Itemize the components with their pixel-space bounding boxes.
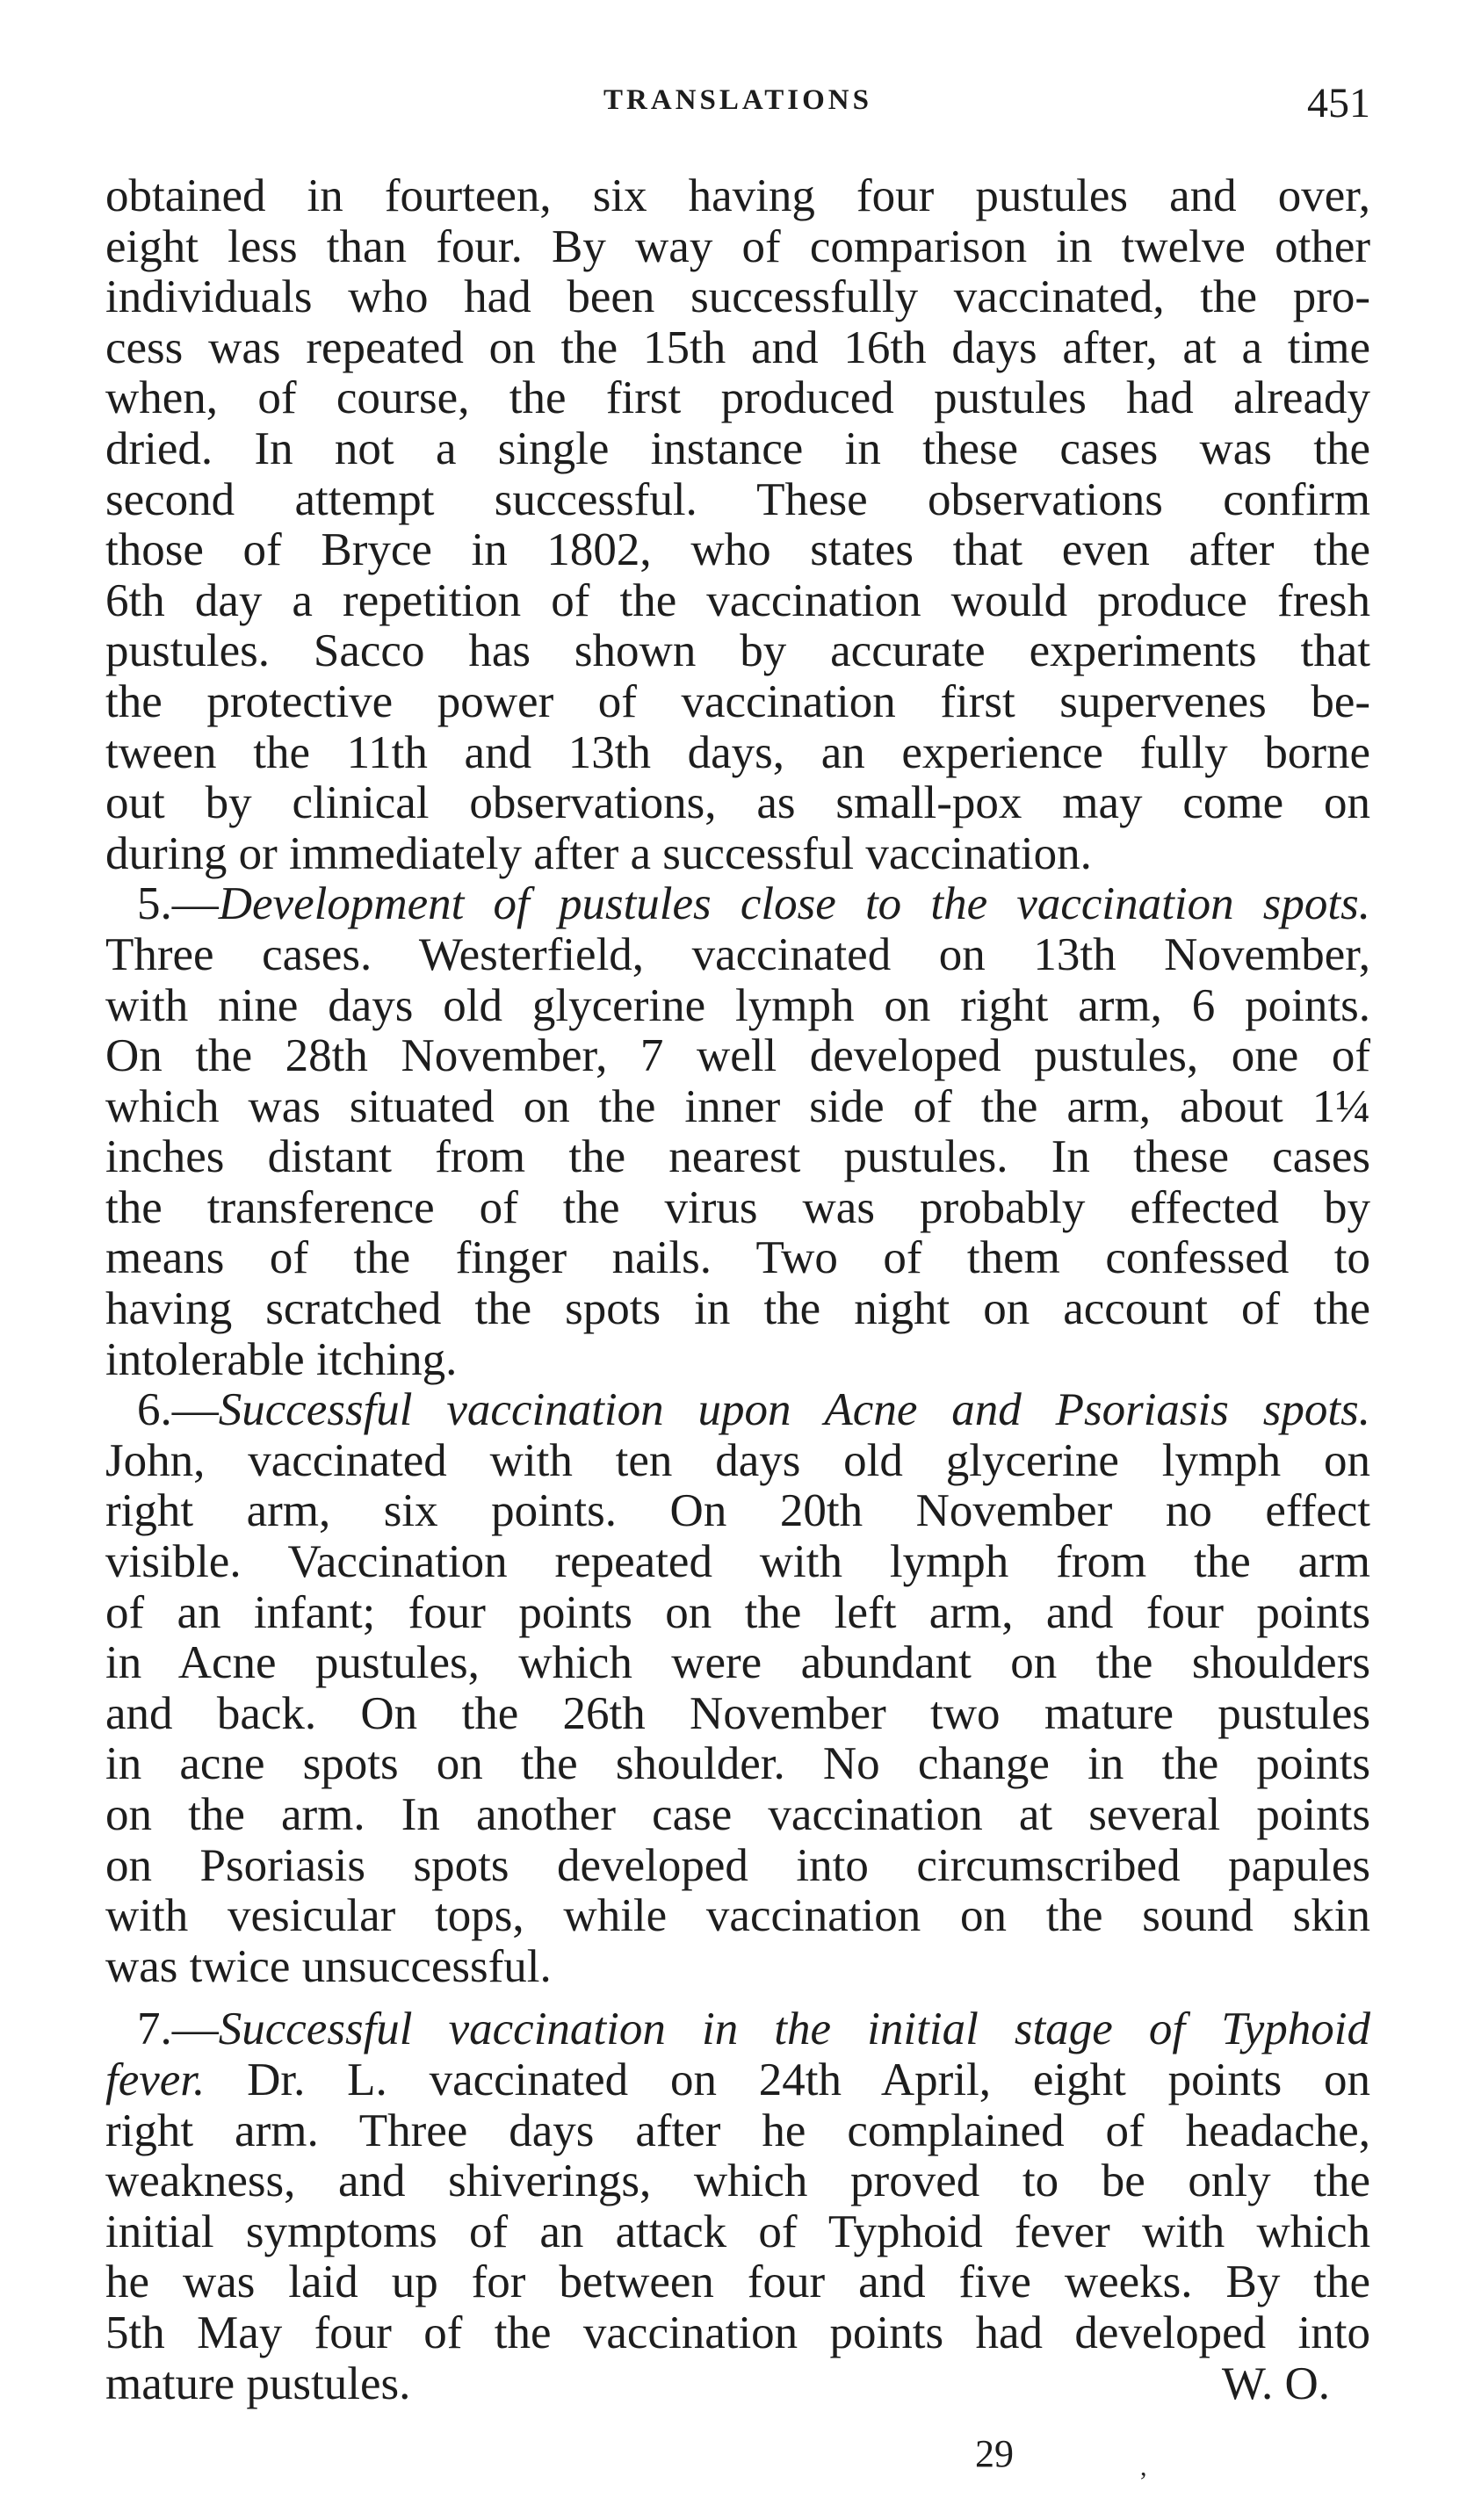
text-line: 5th May four of the vaccination points had developed into [105,2307,1370,2358]
text-line: with nine days old glycerine lymph on right arm, 6 points. [105,979,1370,1031]
text-line: right arm, six points. On 20th November no effect [105,1485,1370,1537]
text-line: weakness, and shiverings, which proved to be only the [105,2155,1370,2207]
text-line: means of the finger nails. Two of them confessed to [105,1232,1370,1284]
text-line: cess was repeated on the 15th and 16th days after, at a time [105,321,1370,373]
text-line: obtained in fourteen, six having four pustules and over, [105,170,1370,221]
text-line: out by clinical observations, as small-pox may come on [105,777,1370,829]
stray-ink-mark: , [1140,2452,1147,2481]
paragraph-5 [105,879,1370,1385]
printer-signature-mark: 29 [975,2432,1014,2475]
text-line: when, of course, the first produced pustules had already [105,372,1370,424]
text-line: of an infant; four points on the left arm, and four points [105,1586,1370,1638]
paragraph-intro [105,171,1370,879]
text-line: John, vaccinated with ten days old glycerine lymph on [105,1434,1370,1486]
text-line: those of Bryce in 1802, who states that even after the [105,524,1370,576]
running-head [105,80,1370,137]
text-line: visible. Vaccination repeated with lymph from the arm [105,1536,1370,1588]
text-line: in Acne pustules, which were abundant on the shoulders [105,1637,1370,1689]
text-line: which was situated on the inner side of the arm, about 1¼ [105,1080,1370,1132]
text-line: pustules. Sacco has shown by accurate experiments that [105,625,1370,677]
author-signature: W. O. [1221,2358,1330,2409]
text-line: 6th day a repetition of the vaccination would produce fresh [105,574,1370,626]
text-line: on the arm. In another case vaccination at several points [105,1789,1370,1840]
page-number: 451 [1307,80,1370,126]
body-text [105,171,1370,2409]
text-line: inches distant from the nearest pustules. In these cases [105,1131,1370,1183]
section-heading-continued [105,2055,1370,2106]
paragraph-6 [105,1385,1370,1992]
text-line: during or immediately after a successful vaccination. [105,827,1092,879]
running-title: TRANSLATIONS [603,84,872,116]
text-line: the protective power of vaccination first supervenes be- [105,675,1370,727]
section-title-end: fever. [105,2054,206,2105]
text-line: in acne spots on the shoulder. No change in the points [105,1738,1370,1790]
section-number: 7.— [137,2004,219,2055]
section-heading [105,1385,1370,1436]
text-line: tween the 11th and 13th days, an experience fully borne [105,726,1370,778]
closing-line [105,2359,1370,2410]
section-number: 6.— [137,1384,219,1436]
text-line: initial symptoms of an attack of Typhoid fever with which [105,2206,1370,2257]
section-title: Successful vaccination upon Acne and Psoriasis spots. [218,1384,1370,1436]
text-line: Three cases. Westerfield, vaccinated on 13th November, [105,928,1370,980]
text-line: second attempt successful. These observations confirm [105,473,1370,525]
text-line: dried. In not a single instance in these cases was the [105,422,1370,474]
text-line: he was laid up for between four and five weeks. By the [105,2256,1370,2308]
text-line: eight less than four. By way of comparison in twelve other [105,220,1370,272]
text-run: mature pustules. [105,2358,411,2409]
text-line: having scratched the spots in the night on account of the [105,1283,1370,1335]
text-line: was twice unsuccessful. [105,1940,552,1992]
section-number: 5.— [137,878,219,930]
text-line: the transference of the virus was probably effected by [105,1181,1370,1233]
section-heading [105,2004,1370,2055]
text-line: On the 28th November, 7 well developed pustules, one of [105,1030,1370,1082]
text-line: on Psoriasis spots developed into circumscribed papules [105,1839,1370,1891]
section-title: Successful vaccination in the initial stage of Typhoid [218,2004,1370,2055]
section-title: Development of pustules close to the vaccination spots. [218,878,1370,930]
text-line: with vesicular tops, while vaccination on the sound skin [105,1890,1370,1942]
text-line: right arm. Three days after he complained of headache, [105,2105,1370,2156]
paragraph-7 [105,2004,1370,2409]
section-heading [105,879,1370,930]
text-run: Dr. L. vaccinated on 24th April, eight points on [205,2054,1370,2105]
text-line: intolerable itching. [105,1333,458,1385]
paragraph-gap [105,1992,1370,2004]
text-line: individuals who had been successfully vaccinated, the pro- [105,271,1370,323]
text-line: and back. On the 26th November two mature pustules [105,1687,1370,1739]
